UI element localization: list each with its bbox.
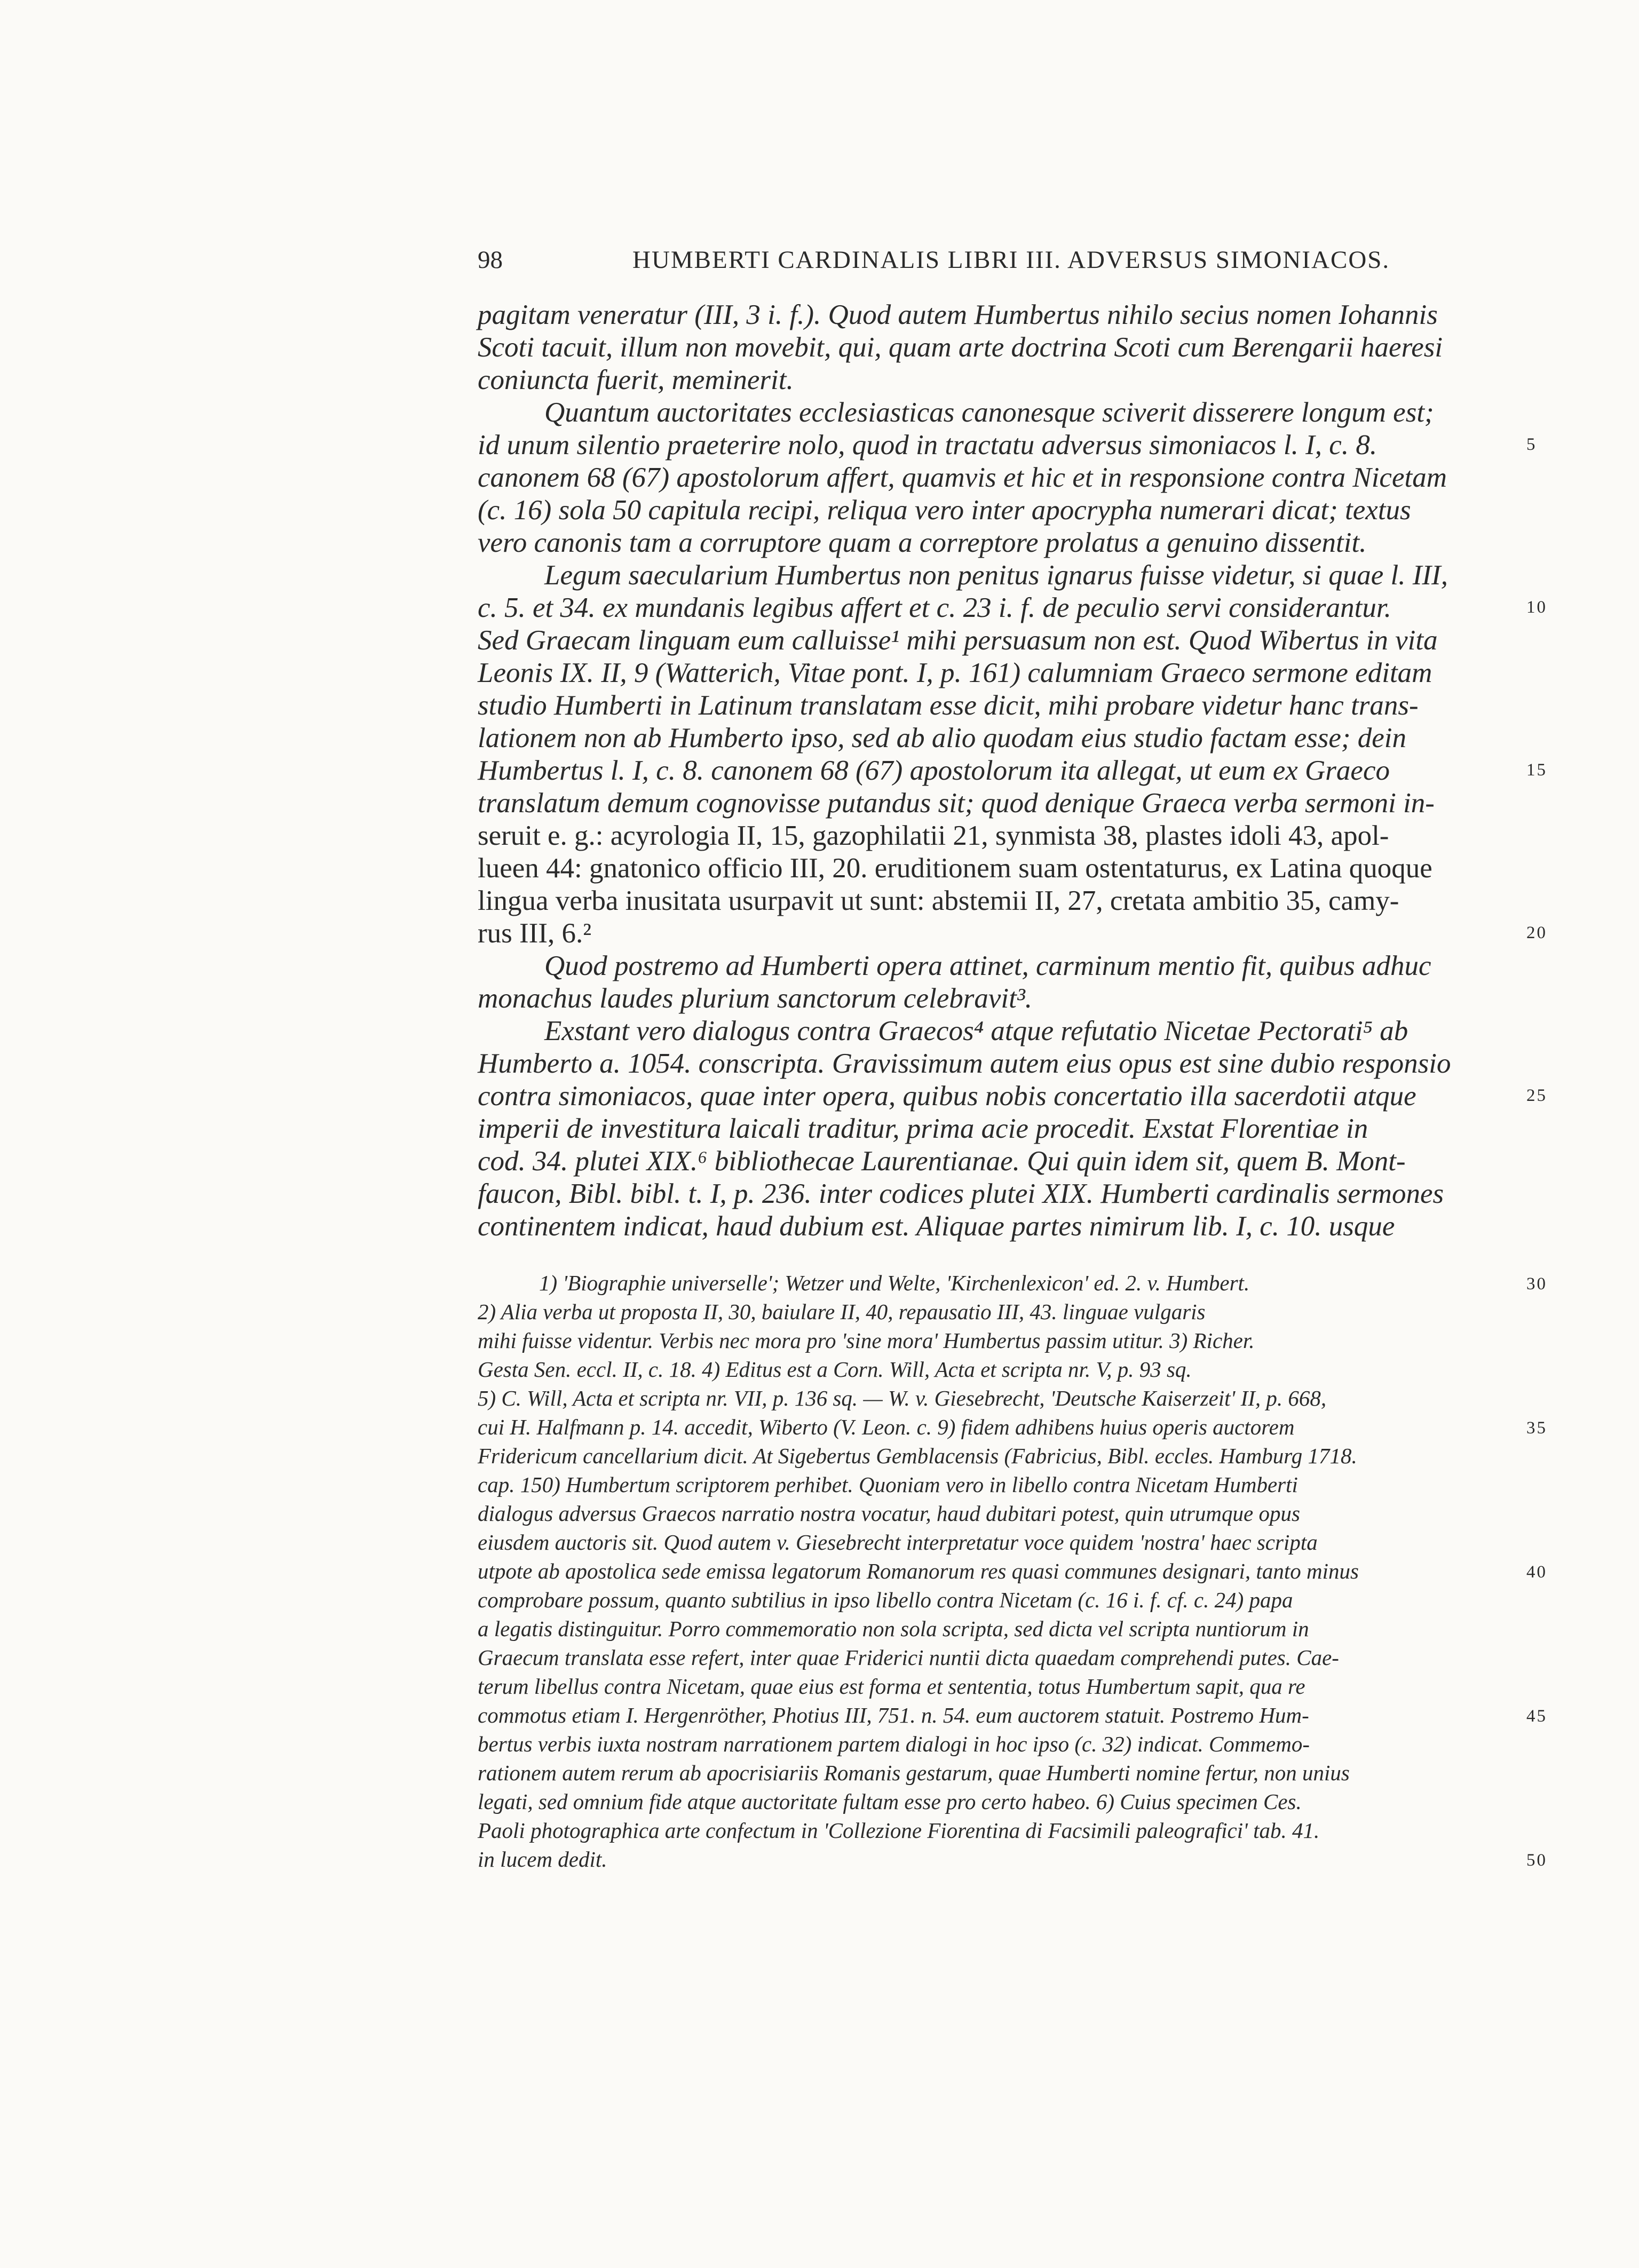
- footnote-line: 2) Alia verba ut proposta II, 30, baiulare II, 40, repausatio III, 43. linguae vulgaris: [478, 1299, 1206, 1324]
- footnote-line: a legatis distinguitur. Porro commemoratio non sola scripta, sed dicta vel scripta nuntiorum in: [478, 1616, 1309, 1641]
- footnote-line: Graecum translata esse refert, inter quae Friderici nuntii dicta quaedam comprehendi putes. Cae-: [478, 1645, 1339, 1670]
- body-line: lationem non ab Humberto ipso, sed ab alio quodam eius studio factam esse; dein: [478, 723, 1407, 754]
- body-line: Sed Graecam linguam eum calluisse¹ mihi persuasum non est. Quod Wibertus in vita: [478, 625, 1438, 656]
- footnote-line: Gesta Sen. eccl. II, c. 18. 4) Editus est a Corn. Will, Acta et scripta nr. V, p. 93 sq.: [478, 1357, 1192, 1382]
- footnote-line: 1) 'Biographie universelle'; Wetzer und Welte, 'Kirchenlexicon' ed. 2. v. Humbert.: [539, 1271, 1250, 1295]
- running-title: HUMBERTI CARDINALIS LIBRI III. ADVERSUS SIMONIACOS.: [632, 246, 1390, 274]
- footnote-line: legati, sed omnium fide atque auctoritate fultam esse pro certo habeo. 6) Cuius specimen Ces.: [478, 1789, 1302, 1814]
- body-line: Quantum auctoritates ecclesiasticas canonesque sciverit disserere longum est;: [544, 397, 1434, 428]
- page-number: 98: [478, 246, 503, 274]
- body-line: translatum demum cognovisse putandus sit; quod denique Graeca verba sermoni in-: [478, 788, 1435, 819]
- body-line: Humberto a. 1054. conscripta. Gravissimum autem eius opus est sine dubio responsio: [478, 1048, 1451, 1079]
- body-line: imperii de investitura laicali traditur, prima acie procedit. Exstat Florentiae in: [478, 1113, 1368, 1144]
- body-line: Humbertus l. I, c. 8. canonem 68 (67) apostolorum ita allegat, ut eum ex Graeco: [478, 755, 1390, 786]
- footnote-line: comprobare possum, quanto subtilius in ipso libello contra Nicetam (c. 16 i. f. cf. c. 24) papa: [478, 1588, 1293, 1612]
- body-line: studio Humberti in Latinum translatam esse dicit, mihi probare videtur hanc trans-: [478, 690, 1419, 721]
- footnote-line: eiusdem auctoris sit. Quod autem v. Giesebrecht interpretatur voce quidem 'nostra' haec scripta: [478, 1530, 1318, 1555]
- line-number: 50: [1526, 1851, 1547, 1870]
- footnote-line: 5) C. Will, Acta et scripta nr. VII, p. 136 sq. — W. v. Giesebrecht, 'Deutsche Kaiserzeit' II, p. 668,: [478, 1386, 1327, 1410]
- body-line: c. 5. et 34. ex mundanis legibus affert et c. 23 i. f. de peculio servi considerantur.: [478, 592, 1391, 623]
- body-line: (c. 16) sola 50 capitula recipi, reliqua vero inter apocrypha numerari dicat; textus: [478, 495, 1411, 526]
- body-line: coniuncta fuerit, meminerit.: [478, 364, 794, 395]
- line-number: 45: [1526, 1707, 1547, 1726]
- body-line: rus III, 6.²: [478, 918, 592, 949]
- body-line: lingua verba inusitata usurpavit ut sunt: abstemii II, 27, cretata ambitio 35, camy-: [478, 885, 1399, 916]
- line-number: 10: [1526, 598, 1547, 617]
- line-number: 40: [1526, 1563, 1547, 1582]
- body-line: Leonis IX. II, 9 (Watterich, Vitae pont. I, p. 161) calumniam Graeco sermone editam: [478, 657, 1432, 688]
- footnote-line: commotus etiam I. Hergenröther, Photius III, 751. n. 54. eum auctorem statuit. Postremo Hum-: [478, 1703, 1309, 1727]
- footnote-line: rationem autem rerum ab apocrisiariis Romanis gestarum, quae Humberti nomine fertur, non unius: [478, 1761, 1350, 1785]
- footnote-line: in lucem dedit.: [478, 1847, 607, 1872]
- body-line: contra simoniacos, quae inter opera, quibus nobis concertatio illa sacerdotii atque: [478, 1081, 1416, 1112]
- footnote-line: terum libellus contra Nicetam, quae eius est forma et sententia, totus Humbertum sapit, qua re: [478, 1674, 1305, 1699]
- body-line: Quod postremo ad Humberti opera attinet, carminum mentio fit, quibus adhuc: [544, 950, 1431, 981]
- footnote-line: bertus verbis iuxta nostram narrationem partem dialogi in hoc ipso (c. 32) indicat. Commemo-: [478, 1732, 1310, 1756]
- body-line: seruit e. g.: acyrologia II, 15, gazophilatii 21, synmista 38, plastes idoli 43, apol-: [478, 820, 1389, 851]
- footnote-line: Paoli photographica arte confectum in 'Collezione Fiorentina di Facsimili paleografici' tab. 41.: [478, 1818, 1320, 1843]
- line-number: 25: [1526, 1086, 1547, 1105]
- line-number: 20: [1526, 923, 1547, 942]
- body-line: canonem 68 (67) apostolorum affert, quamvis et hic et in responsione contra Nicetam: [478, 462, 1447, 493]
- line-number: 30: [1526, 1274, 1547, 1294]
- body-line: lueen 44: gnatonico officio III, 20. eruditionem suam ostentaturus, ex Latina quoque: [478, 853, 1432, 884]
- body-line: vero canonis tam a corruptore quam a correptore prolatus a genuino dissentit.: [478, 527, 1367, 558]
- line-number: 15: [1526, 760, 1547, 780]
- footnote-line: utpote ab apostolica sede emissa legatorum Romanorum res quasi communes designari, tanto minus: [478, 1559, 1359, 1583]
- footnote-line: dialogus adversus Graecos narratio nostra vocatur, haud dubitari potest, quin utrumque opus: [478, 1501, 1300, 1526]
- body-line: cod. 34. plutei XIX.⁶ bibliothecae Laurentianae. Qui quin idem sit, quem B. Mont-: [478, 1146, 1406, 1177]
- footnote-line: mihi fuisse videntur. Verbis nec mora pro 'sine mora' Humbertus passim utitur. 3) Richer.: [478, 1328, 1255, 1353]
- body-line: Scoti tacuit, illum non movebit, qui, quam arte doctrina Scoti cum Berengarii haeresi: [478, 332, 1443, 363]
- body-line: monachus laudes plurium sanctorum celebravit³.: [478, 983, 1032, 1014]
- footnote-line: cui H. Halfmann p. 14. accedit, Wiberto (V. Leon. c. 9) fidem adhibens huius operis auctorem: [478, 1415, 1295, 1439]
- body-line: Legum saecularium Humbertus non penitus ignarus fuisse videtur, si quae l. III,: [544, 560, 1448, 591]
- body-line: faucon, Bibl. bibl. t. I, p. 236. inter codices plutei XIX. Humberti cardinalis sermones: [478, 1178, 1444, 1209]
- body-line: id unum silentio praeterire nolo, quod in tractatu adversus simoniacos l. I, c. 8.: [478, 430, 1377, 461]
- body-line: continentem indicat, haud dubium est. Aliquae partes nimirum lib. I, c. 10. usque: [478, 1211, 1395, 1242]
- footnote-line: Fridericum cancellarium dicit. At Sigebertus Gemblacensis (Fabricius, Bibl. eccles. Hamburg 1718.: [478, 1444, 1357, 1468]
- body-line: pagitam veneratur (III, 3 i. f.). Quod autem Humbertus nihilo secius nomen Iohannis: [478, 299, 1438, 330]
- footnote-line: cap. 150) Humbertum scriptorem perhibet. Quoniam vero in libello contra Nicetam Humberti: [478, 1472, 1298, 1497]
- body-line: Exstant vero dialogus contra Graecos⁴ atque refutatio Nicetae Pectorati⁵ ab: [544, 1016, 1408, 1046]
- running-header: [478, 241, 1540, 284]
- line-number: 5: [1526, 435, 1537, 454]
- line-number: 35: [1526, 1418, 1547, 1438]
